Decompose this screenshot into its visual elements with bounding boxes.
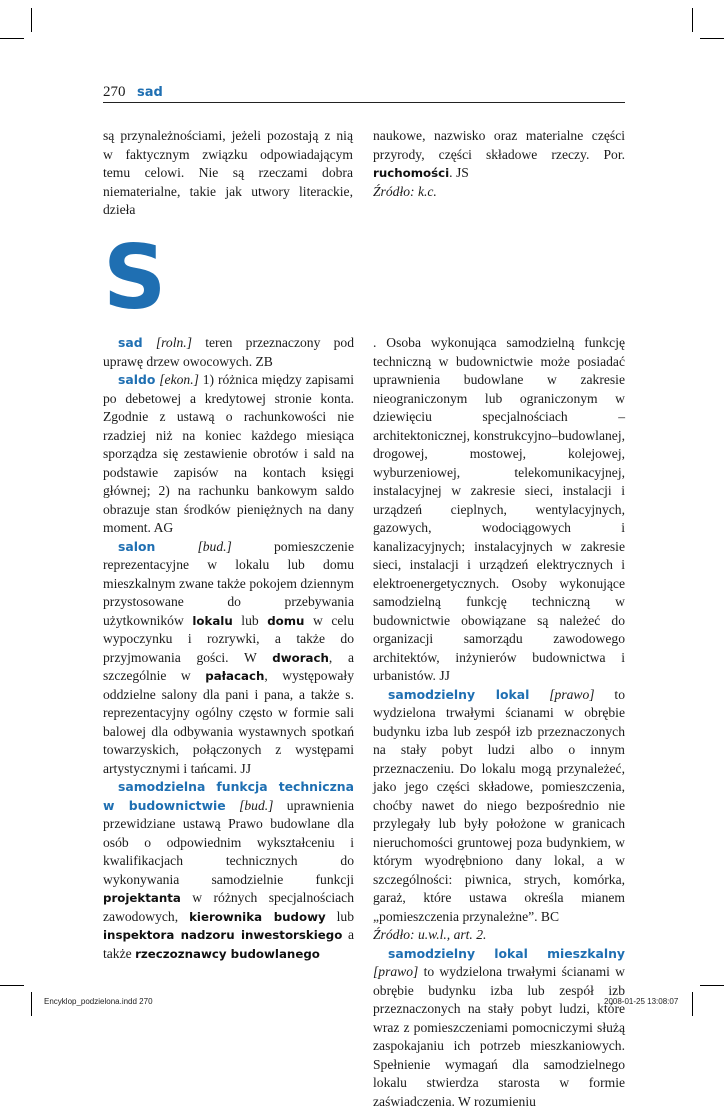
entry-term: samodzielny lokal mieszkalny [388, 946, 625, 961]
entry-salon: salon [bud.] pomieszczenie reprezentacyjne w lokalu lub domu mieszkalnym zwane także pokojem dziennym przystosowane do przebywania użytkowników lokalu lub domu w celu wypoczynku i rozrywki, a także do przyjmowania gości. W dworach, a szczególnie w pałacach, występowały oddzielne salony dla pani i pana, a także s. reprezentacyjny ogólny często w formie sali balowej dla odbywania wystawnych spotkań towarzyskich, połączonych z występami artystycznymi i tańcami. JJ [103, 538, 354, 779]
cross-reference: rzeczoznawcy budowlanego [135, 947, 320, 961]
entry-samodzielna-funkcja: samodzielna funkcja techniczna w budownictwie [bud.] uprawnienia przewidziane ustawą Prawo budowlane dla osób o odpowiednim wykształceniu i kwalifikacjach technicznych do wykonywania samodzielnie funkcji projektanta w różnych specjalnościach zawodowych, kierownika budowy lub inspektora nadzoru inwestorskiego a także rzeczoznawcy budowlanego [103, 778, 354, 963]
entry-samodzielny-lokal: samodzielny lokal [prawo] to wydzielona trwałymi ścianami w obrębie budynku izba lub zespół izb przeznaczonych na stały pobyt ludzi albo o innym przeznaczeniu. Do lokalu mogą przynależeć, jako jego części składowe, pomieszczenia, choćby nawet do niego bezpośrednio nie przylegały lub były położone w granicach nieruchomości gruntowej poza budynkiem, w którym wyodrębniono dany lokal, a w szczególności: piwnica, strych, komórka, garaż, które ustawa określa mianem „pomieszczenia przynależne”. BC [373, 686, 625, 927]
entry-saldo: saldo [ekon.] 1) różnica między zapisami po debetowej a kredytowej stronie konta. Zgodnie z ustawą o rachunkowości nie rzadziej niż na koniec każdego miesiąca sporządza się zestawienie obrotów i sald na podstawie zapisów na kontach księgi głównej; 2) na rachunku bankowym saldo obrazuje stan środków pieniężnych na dany moment. AG [103, 371, 354, 538]
crop-mark [700, 985, 724, 986]
cross-reference: domu [267, 614, 304, 628]
cross-reference: dworach [272, 651, 329, 665]
top-left-column [103, 127, 353, 220]
top-right-column [373, 127, 625, 201]
cross-reference: lokalu [192, 614, 232, 628]
crop-mark [0, 985, 24, 986]
main-left-column [103, 334, 354, 963]
crop-mark [31, 8, 32, 32]
entry-term: sad [118, 335, 143, 350]
section-letter: S [103, 234, 166, 322]
cross-reference: inspektora nadzoru inwestorskiego [103, 928, 342, 942]
cross-reference: kierownika budowy [189, 910, 326, 924]
entry-term: salon [118, 539, 155, 554]
page-number: 270 [103, 84, 126, 101]
crop-mark [692, 992, 693, 1016]
crop-mark [700, 38, 724, 39]
crop-mark [31, 992, 32, 1016]
cross-reference: ruchomości [373, 166, 449, 180]
entry-sad: sad [roln.] teren przeznaczony pod uprawę drzew owocowych. ZB [103, 334, 354, 371]
crop-mark [0, 38, 24, 39]
running-head: sad [137, 85, 163, 100]
entry-term: saldo [118, 372, 155, 387]
source-citation: Źródło: u.w.l., art. 2. [373, 926, 625, 945]
source-citation: Źródło: k.c. [373, 183, 625, 202]
entry-continuation: . Osoba wykonująca samodzielną funkcję techniczną w budownictwie może posiadać uprawnienia budowlane w zakresie nieograniczonym lub ograniczonym w dziewięciu specjalnościach – architektonicznej, konstrukcyjno–budowlanej, drogowej, mostowej, kolejowej, wyburzeniowej, telekomunikacyjnej, instalacyjnej w zakresie sieci, instalacji i urządzeń cieplnych, wentylacyjnych, gazowych, wodociągowych i kanalizacyjnych; instalacyjnych w zakresie sieci, instalacji i urządzeń elektrycznych i elektroenergetycznych. Osoby wykonujące samodzielną funkcję techniczną w budownictwie obowiązane są należeć do organizacji samorządu zawodowego architektów, inżynierów budownictwa i urbanistów. JJ [373, 334, 625, 686]
footer-date: 2008-01-25 13:08:07 [604, 997, 678, 1006]
cross-reference: projektanta [103, 891, 181, 905]
cross-reference: pałacach [205, 669, 264, 683]
footer-file: Encyklop_podzielona.indd 270 [44, 997, 153, 1006]
entry-term: samodzielny lokal [388, 687, 529, 702]
entry-samodzielny-lokal-mieszkalny: samodzielny lokal mieszkalny [prawo] to wydzielona trwałymi ścianami w obrębie budynku izba lub zespół izb przeznaczonych na stały pobyt ludzi, które wraz z pomieszczeniami pomocniczymi służą zaspokajaniu ich potrzeb mieszkaniowych. Spełnienie wymagań dla samodzielnego lokalu stwierdza starosta w formie zaświadczenia. W rozumieniu [373, 945, 625, 1111]
page-header [103, 84, 625, 103]
main-right-column [373, 334, 625, 1111]
continuation-text-right: naukowe, nazwisko oraz materialne części przyrody, części składowe rzeczy. Por. ruchomości. JS [373, 127, 625, 183]
entry-term: samodzielna funkcja techniczna w budownictwie [103, 779, 354, 813]
crop-mark [692, 8, 693, 32]
continuation-text: są przynależnościami, jeżeli pozostają z nią w faktycznym związku odpowiadającym temu celowi. Nie są rzeczami dobra niematerialne, takie jak utwory literackie, dzieła [103, 127, 353, 220]
